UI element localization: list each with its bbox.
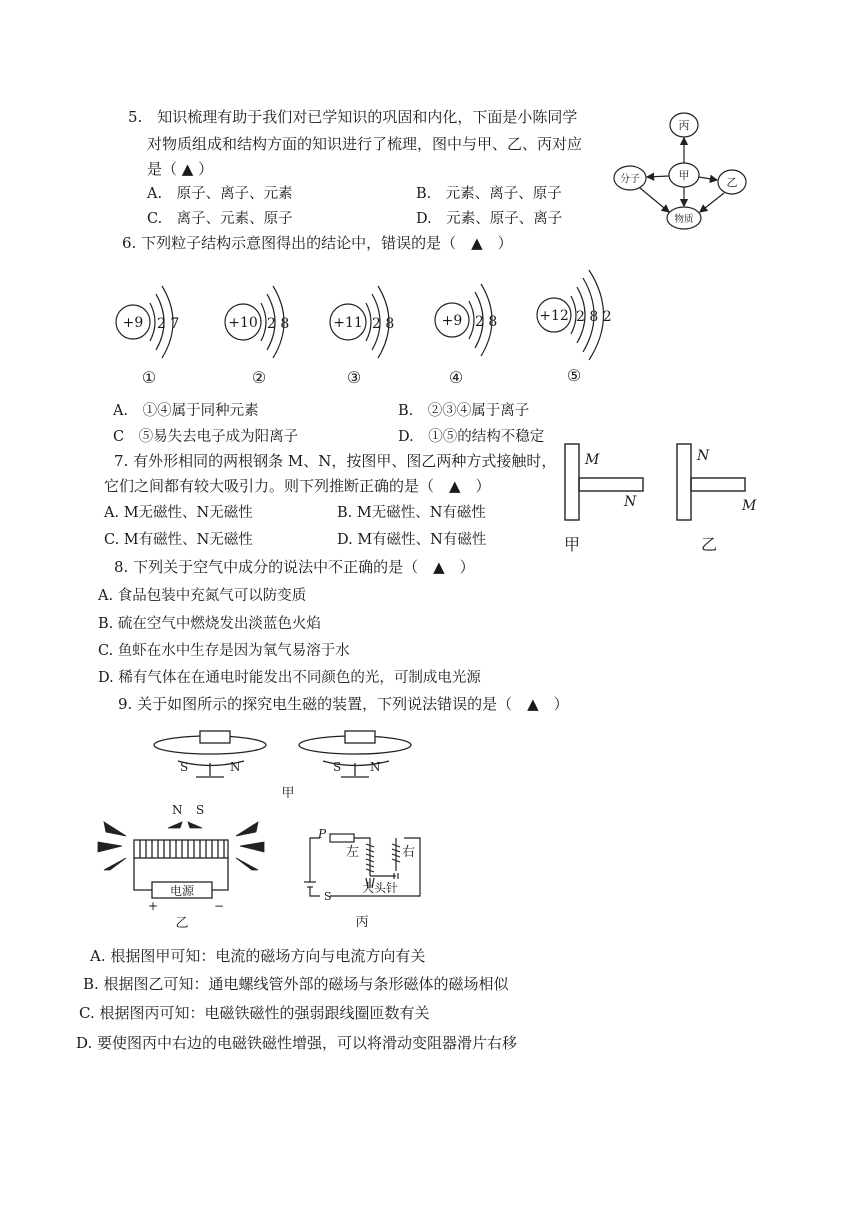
- q7-steel-bars-figure: [555, 438, 770, 556]
- q9-option-d: D. 要使图丙中右边的电磁铁磁性增强，可以将滑动变阻器滑片右移: [76, 1034, 518, 1052]
- q7-caption-jia: 甲: [563, 535, 581, 554]
- q5-stem-line3: 是（ ▲ ）: [147, 160, 214, 178]
- q6-option-c: C ⑤易失去电子成为阳离子: [113, 429, 299, 445]
- q9-option-c: C. 根据图丙可知：电磁铁磁性的强弱跟线圈匝数有关: [79, 1004, 430, 1022]
- q9-bing-p: P: [318, 827, 327, 841]
- atom3-nucleus: +11: [333, 315, 363, 331]
- q9-caption-jia: 甲: [281, 786, 295, 800]
- atom2-shells: 2 8: [267, 316, 290, 332]
- atom5-nucleus: +12: [539, 308, 569, 324]
- q8-option-c: C. 鱼虾在水中生存是因为氧气易溶于水: [98, 643, 350, 659]
- q9-bing-left: 左: [346, 845, 360, 860]
- q7-option-a: A. M无磁性、N无磁性: [104, 505, 253, 521]
- q7-option-b: B. M无磁性、N有磁性: [337, 505, 486, 521]
- atom4-label: ④: [448, 368, 464, 387]
- atom4-nucleus: +9: [441, 313, 463, 329]
- q5-stem-line1: 5. 知识梳理有助于我们对已学知识的巩固和内化，下面是小陈同学: [128, 108, 578, 126]
- node-bing: 丙: [678, 119, 690, 132]
- atom2-label: ②: [251, 368, 267, 387]
- q9-caption-bing: 丙: [355, 915, 369, 930]
- atom4-shells: 2 8: [475, 314, 498, 330]
- q5-concept-diagram: [612, 100, 772, 235]
- atom1-shells: 2 7: [157, 316, 180, 332]
- q9-figure-jia: [150, 722, 420, 800]
- atom1-nucleus: +9: [122, 315, 144, 331]
- q9-option-a: A. 根据图甲可知：电流的磁场方向与电流方向有关: [90, 947, 426, 965]
- q7-stem-line2: 它们之间都有较大吸引力。则下列推断正确的是（ ▲ ）: [104, 477, 491, 495]
- atom5-shells: 2 8 2: [576, 309, 612, 325]
- q5-option-d: D. 元素、原子、离子: [416, 211, 563, 227]
- q9-figure-yi: [92, 800, 282, 930]
- q5-option-c: C. 离子、元素、原子: [147, 211, 293, 227]
- q9-stem: 9. 关于如图所示的探究电生磁的装置，下列说法错误的是（ ▲ ）: [118, 695, 569, 713]
- q6-option-d: D. ①⑤的结构不稳定: [398, 429, 545, 445]
- q7-stem-line1: 7. 有外形相同的两根钢条 M、N，按图甲、图乙两种方式接触时，: [114, 452, 557, 470]
- q9-jia-right-s: S: [333, 760, 342, 774]
- q5-stem-line2: 对物质组成和结构方面的知识进行了梳理，图中与甲、乙、丙对应: [147, 135, 583, 153]
- node-wuzhi: 物质: [674, 214, 694, 225]
- q9-yi-power-source: 电源: [169, 884, 195, 898]
- q8-option-a: A. 食品包装中充氮气可以防变质: [98, 588, 307, 604]
- q9-bing-switch-s: S: [324, 890, 332, 903]
- q8-option-d: D. 稀有气体在在通电时能发出不同颜色的光，可制成电光源: [98, 670, 481, 686]
- q7-jia-n: N: [624, 494, 637, 510]
- q9-yi-plus: +: [148, 899, 159, 913]
- q9-yi-s: S: [196, 803, 205, 817]
- q9-jia-left-s: S: [180, 760, 189, 774]
- atom1-label: ①: [141, 368, 157, 387]
- node-fenzi: 分子: [620, 174, 640, 185]
- q8-stem: 8. 下列关于空气中成分的说法中不正确的是（ ▲ ）: [114, 558, 475, 576]
- q6-atom-diagrams: [100, 258, 640, 388]
- node-yi: 乙: [726, 176, 738, 189]
- q9-bing-right: 右: [402, 845, 416, 860]
- q9-bing-pins: 大头针: [362, 881, 399, 895]
- q7-option-c: C. M有磁性、N无磁性: [104, 532, 253, 548]
- q6-stem: 6. 下列粒子结构示意图得出的结论中，错误的是（ ▲ ）: [122, 234, 513, 252]
- q9-yi-n: N: [172, 803, 183, 817]
- node-jia: 甲: [678, 169, 690, 182]
- q9-jia-left-n: N: [230, 760, 241, 774]
- q6-option-b: B. ②③④属于离子: [398, 403, 530, 419]
- q6-option-a: A. ①④属于同种元素: [113, 403, 259, 419]
- atom3-shells: 2 8: [372, 316, 395, 332]
- atom5-label: ⑤: [566, 366, 582, 385]
- q7-yi-n: N: [697, 448, 710, 464]
- q5-option-a: A. 原子、离子、元素: [147, 186, 293, 202]
- q9-option-b: B. 根据图乙可知：通电螺线管外部的磁场与条形磁体的磁场相似: [83, 975, 509, 993]
- q9-figure-bing: [300, 826, 440, 932]
- q9-caption-yi: 乙: [175, 916, 189, 930]
- q9-jia-right-n: N: [370, 760, 381, 774]
- atom2-nucleus: +10: [228, 315, 258, 331]
- q7-option-d: D. M有磁性、N有磁性: [337, 532, 487, 548]
- q7-yi-m: M: [742, 498, 757, 514]
- q8-option-b: B. 硫在空气中燃烧发出淡蓝色火焰: [98, 616, 321, 632]
- q7-caption-yi: 乙: [700, 535, 718, 554]
- atom3-label: ③: [346, 368, 362, 387]
- q5-option-b: B. 元素、离子、原子: [416, 186, 562, 202]
- q9-yi-minus: −: [214, 899, 225, 913]
- q7-jia-m: M: [585, 452, 600, 468]
